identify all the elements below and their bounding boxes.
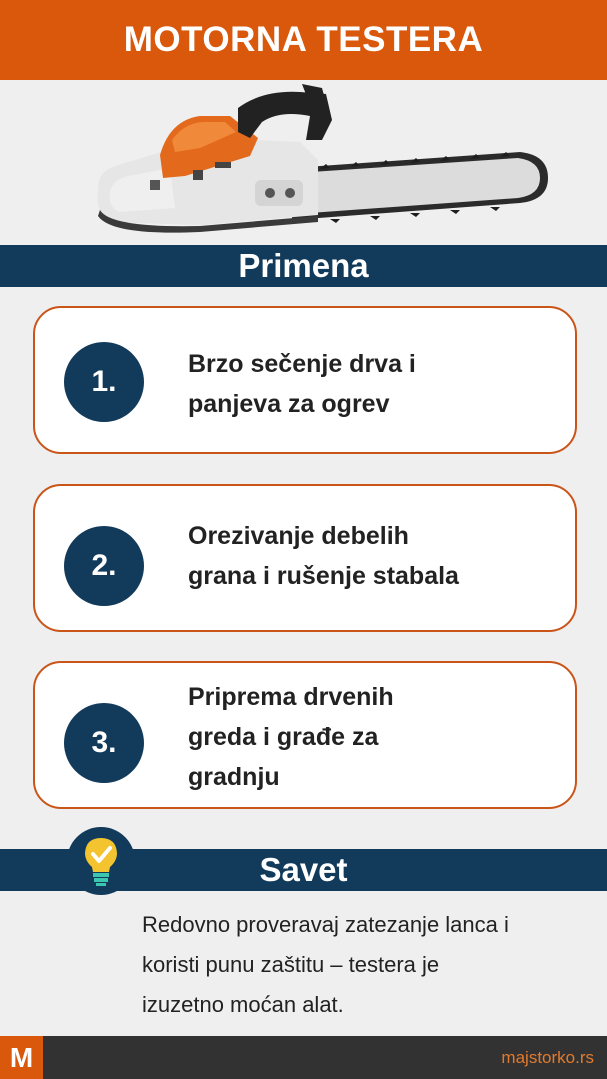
usage-item xyxy=(33,484,577,632)
item-number: 2. xyxy=(64,526,144,606)
logo: M xyxy=(0,1036,43,1079)
lightbulb-check-icon xyxy=(66,826,136,896)
usage-item xyxy=(33,661,577,809)
item-text xyxy=(188,344,555,424)
item-text-line: panjeva za ogrev xyxy=(188,390,390,418)
footer xyxy=(0,1036,607,1079)
item-text-line: Priprema drvenih xyxy=(188,683,394,711)
page-title: MOTORNA TESTERA xyxy=(0,0,607,80)
tip-text-line: koristi punu zaštitu – testera je xyxy=(142,952,440,977)
usage-item xyxy=(33,306,577,454)
tip-heading: Savet xyxy=(0,849,607,891)
item-text-line: gradnju xyxy=(188,763,280,791)
item-text xyxy=(188,677,555,797)
site-link[interactable]: majstorko.rs xyxy=(501,1048,594,1067)
item-text-line: greda i građe za xyxy=(188,723,379,751)
usage-heading: Primena xyxy=(0,245,607,287)
tip-text-line: izuzetno moćan alat. xyxy=(142,992,344,1017)
tip-text-line: Redovno proveravaj zatezanje lanca i xyxy=(142,912,509,937)
item-number: 1. xyxy=(64,342,144,422)
item-number: 3. xyxy=(64,703,144,783)
item-text-line: Orezivanje debelih xyxy=(188,522,409,550)
item-text-line: grana i rušenje stabala xyxy=(188,562,459,590)
item-text xyxy=(188,516,555,596)
item-text-line: Brzo sečenje drva i xyxy=(188,350,416,378)
chainsaw-image xyxy=(0,80,607,245)
tip-text xyxy=(142,905,592,1025)
